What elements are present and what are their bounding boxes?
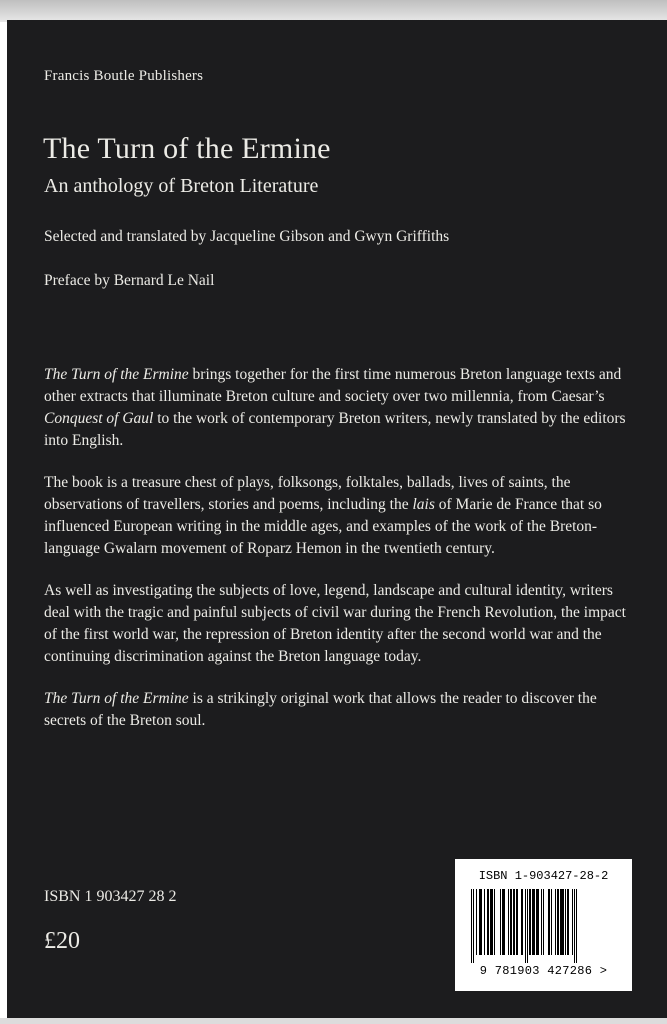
- publisher-name: Francis Boutle Publishers: [44, 68, 204, 84]
- blurb-italic-work: Conquest of Gaul: [44, 410, 154, 427]
- blurb-text: to the work of contemporary Breton writers, newly translated by the editors into English.: [44, 410, 626, 449]
- blurb-paragraph-2: [44, 472, 634, 560]
- blurb-text: The book is a treasure chest of plays, folksongs, folktales, ballads, lives of saints, the observations of travellers, stories and poems, including the: [44, 474, 571, 513]
- translator-credits: Selected and translated by Jacqueline Gibson and Gwyn Griffiths: [44, 228, 450, 245]
- barcode-isbn: ISBN 1-903427-28-2: [478, 869, 609, 883]
- isbn-text: ISBN 1 903427 28 2: [44, 888, 177, 905]
- blurb: [44, 364, 634, 752]
- blurb-paragraph-1: [44, 364, 634, 452]
- blurb-italic-title: The Turn of the Ermine: [44, 366, 189, 383]
- preface-credit: Preface by Bernard Le Nail: [44, 272, 215, 289]
- barcode-bar: [576, 889, 577, 963]
- back-cover: [7, 20, 667, 1020]
- blurb-italic-lais: lais: [412, 496, 435, 513]
- price: £20: [44, 928, 80, 954]
- blurb-text: brings together for the first time numerous Breton language texts and other extracts that illuminate Breton culture and society over two millennia, from Caesar’s: [44, 366, 622, 405]
- barcode-digits: 9 781903 427286 >: [479, 964, 608, 978]
- scan-edge-bottom: [0, 1018, 667, 1024]
- blurb-paragraph-3: As well as investigating the subjects of love, legend, landscape and cultural identity, writers deal with the tragic and painful subjects of civil war during the French Revolution, the impact of the first world war, the repression of Breton identity after the second world war and the continuing discrimination against the Breton language today.: [44, 582, 626, 665]
- book-subtitle: An anthology of Breton Literature: [44, 175, 319, 197]
- blurb-text: is a strikingly original work that allows the reader to discover the secrets of the Breton soul.: [44, 690, 597, 729]
- barcode-label: [455, 859, 632, 991]
- book-title: The Turn of the Ermine: [43, 132, 331, 165]
- blurb-italic-title: The Turn of the Ermine: [44, 690, 189, 707]
- blurb-paragraph-4: [44, 688, 634, 732]
- blurb-text: of Marie de France that so influenced European writing in the middle ages, and examples of the work of the Breton-language Gwalarn movement of Roparz Hemon in the twentieth century.: [44, 496, 602, 557]
- barcode-bars: [471, 889, 617, 963]
- scan-edge-top: [0, 0, 667, 22]
